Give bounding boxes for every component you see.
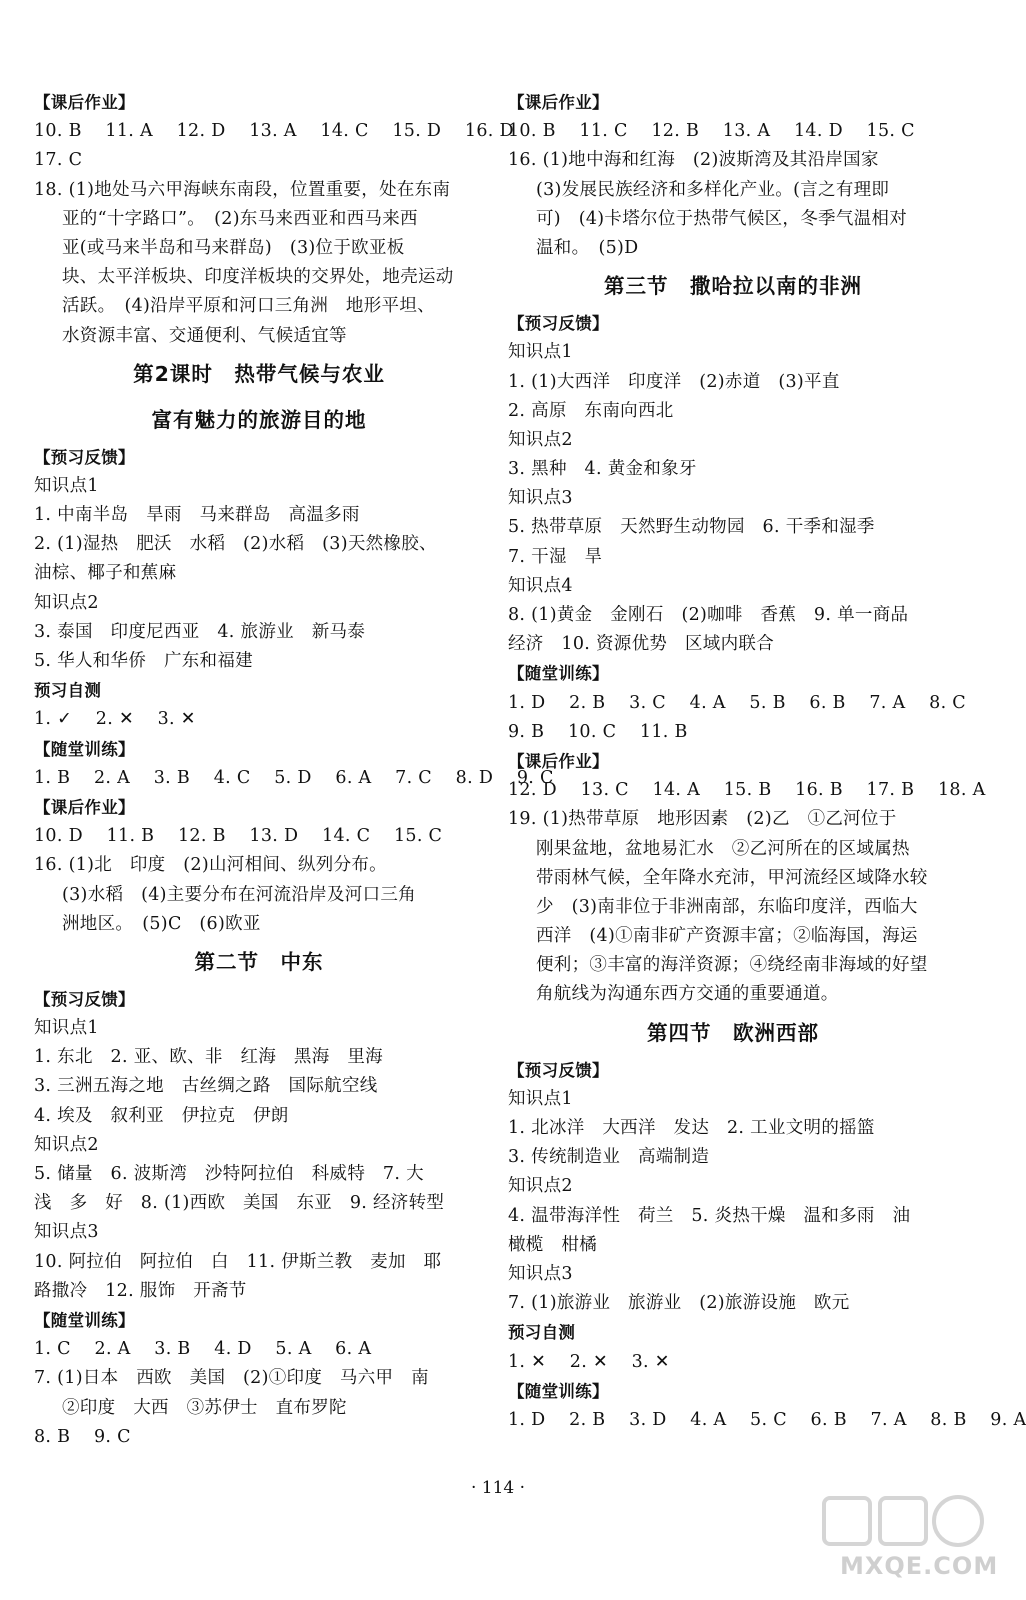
answer-line: 知识点3 xyxy=(508,488,573,509)
answer-line-continued: ②印度 大西 ③苏伊士 直布罗陀 xyxy=(62,1397,347,1418)
answer-line: 知识点2 xyxy=(34,592,99,613)
answer-line-continued: 便利；③丰富的海洋资源；④绕经南非海域的好望 xyxy=(536,955,928,976)
section-label: 【课后作业】 xyxy=(508,751,609,771)
answer-line-continued: 活跃。 (4)沿岸平原和河口三角洲 地形平坦、 xyxy=(62,296,435,317)
watermark-text: MXQE.COM xyxy=(840,1552,999,1580)
answer-line-continued: 洲地区。 (5)C (6)欧亚 xyxy=(62,913,261,934)
answer-line: 3. 传统制造业 高端制造 xyxy=(508,1147,710,1168)
answer-line: 19. (1)热带草原 地形因素 (2)乙 ①乙河位于 xyxy=(508,809,897,830)
answer-line: 9. B 10. C 11. B xyxy=(508,721,688,742)
section-label: 【预习反馈】 xyxy=(508,1060,609,1080)
answer-line: 10. B 11. A 12. D 13. A 14. C 15. D 16. D xyxy=(34,121,514,142)
section-label: 【课后作业】 xyxy=(508,93,609,112)
section-title: 富有魅力的旅游目的地 xyxy=(151,407,367,432)
section-label: 预习自测 xyxy=(34,681,102,701)
answer-line: 知识点2 xyxy=(508,429,573,450)
answer-line: 知识点3 xyxy=(508,1263,573,1284)
answer-line: 经济 10. 资源优势 区域内联合 xyxy=(508,634,774,655)
answer-line: 3. 三洲五海之地 古丝绸之路 国际航空线 xyxy=(34,1076,378,1097)
section-label: 预习自测 xyxy=(508,1323,576,1343)
answer-line: 18. (1)地处马六甲海峡东南段，位置重要，处在东南 xyxy=(34,179,451,200)
answer-line-continued: 带雨林气候，全年降水充沛，甲河流经区域降水较 xyxy=(536,867,928,888)
answer-line: 1. ✓ 2. ✕ 3. ✕ xyxy=(34,709,196,730)
section-label: 【预习反馈】 xyxy=(34,989,135,1009)
answer-line: 1. ✕ 2. ✕ 3. ✕ xyxy=(508,1351,670,1372)
answer-line: 5. 储量 6. 波斯湾 沙特阿拉伯 科威特 7. 大 xyxy=(34,1164,424,1184)
answer-line: 8. (1)黄金 金刚石 (2)咖啡 香蕉 9. 单一商品 xyxy=(508,605,909,625)
answer-line: 知识点2 xyxy=(34,1134,99,1155)
section-label: 【随堂训练】 xyxy=(34,739,135,759)
answer-line: 知识点1 xyxy=(34,1018,99,1039)
answer-line: 知识点2 xyxy=(508,1176,573,1197)
answer-line: 知识点1 xyxy=(508,1088,573,1109)
answer-line: 3. 泰国 印度尼西亚 4. 旅游业 新马泰 xyxy=(34,621,366,642)
answer-line: 10. 阿拉伯 阿拉伯 白 11. 伊斯兰教 麦加 耶 xyxy=(34,1251,442,1272)
answer-line-continued: 块、太平洋板块、印度洋板块的交界处，地壳运动 xyxy=(62,267,454,288)
answer-line: 10. D 11. B 12. B 13. D 14. C 15. C xyxy=(34,826,443,847)
section-label: 【随堂训练】 xyxy=(508,664,609,684)
answer-line-continued: 温和。 (5)D xyxy=(536,237,639,258)
answer-line: 路撒冷 12. 服饰 开斋节 xyxy=(34,1280,247,1301)
section-title: 第二节 中东 xyxy=(194,949,324,974)
answer-line: 1. D 2. B 3. D 4. A 5. C 6. B 7. A 8. B 9. A xyxy=(508,1409,1026,1430)
answer-line: 7. (1)日本 西欧 美国 (2)①印度 马六甲 南 xyxy=(34,1368,429,1389)
answer-line: 1. D 2. B 3. C 4. A 5. B 6. B 7. A 8. C xyxy=(508,692,966,713)
answer-line-continued: 亚的“十字路口”。 (2)东马来西亚和西马来西 xyxy=(62,208,418,229)
answer-line: 4. 埃及 叙利亚 伊拉克 伊朗 xyxy=(34,1105,289,1126)
answer-line: 1. C 2. A 3. B 4. D 5. A 6. A xyxy=(34,1339,372,1360)
answer-line: 浅 多 好 8. (1)西欧 美国 东亚 9. 经济转型 xyxy=(34,1193,445,1214)
answer-line: 17. C xyxy=(34,150,83,171)
section-title: 第四节 欧洲西部 xyxy=(647,1020,819,1045)
section-label: 【课后作业】 xyxy=(34,93,135,112)
watermark-icon xyxy=(820,1490,990,1550)
answer-line: 16. (1)北 印度 (2)山河相间、纵列分布。 xyxy=(34,855,387,876)
answer-line: 油棕、椰子和蕉麻 xyxy=(34,563,177,584)
answer-line: 橄榄 柑橘 xyxy=(508,1234,597,1255)
answer-line-continued: (3)水稻 (4)主要分布在河流沿岸及河口三角 xyxy=(62,884,416,905)
answer-line: 7. 干湿 旱 xyxy=(508,546,603,567)
answer-line: 1. 北冰洋 大西洋 发达 2. 工业文明的摇篮 xyxy=(508,1118,875,1138)
section-title: 第三节 撒哈拉以南的非洲 xyxy=(604,274,862,299)
section-title: 第2课时 热带气候与农业 xyxy=(133,361,385,386)
answer-line: 10. B 11. C 12. B 13. A 14. D 15. C xyxy=(508,121,915,142)
watermark-logo xyxy=(820,1490,999,1590)
right-column xyxy=(508,88,1026,1435)
answer-line: 7. (1)旅游业 旅游业 (2)旅游设施 欧元 xyxy=(508,1293,850,1314)
answer-line: 16. (1)地中海和红海 (2)波斯湾及其沿岸国家 xyxy=(508,150,879,171)
answer-line: 3. 黑种 4. 黄金和象牙 xyxy=(508,459,697,480)
answer-line-continued: (3)发展民族经济和多样化产业。(言之有理即 xyxy=(536,179,890,200)
answer-line: 知识点1 xyxy=(508,342,573,363)
section-label: 【随堂训练】 xyxy=(508,1381,609,1401)
answer-line: 2. (1)湿热 肥沃 水稻 (2)水稻 (3)天然橡胶、 xyxy=(34,534,437,555)
answer-line: 12. D 13. C 14. A 15. B 16. B 17. B 18. A xyxy=(508,780,986,801)
answer-line: 1. (1)大西洋 印度洋 (2)赤道 (3)平直 xyxy=(508,371,840,392)
answer-line: 1. 东北 2. 亚、欧、非 红海 黑海 里海 xyxy=(34,1047,383,1068)
answer-line-continued: 刚果盆地，盆地易汇水 ②乙河所在的区域属热 xyxy=(536,838,910,859)
answer-line-continued: 少 (3)南非位于非洲南部，东临印度洋，西临大 xyxy=(536,896,918,917)
answer-line: 5. 热带草原 天然野生动物园 6. 干季和湿季 xyxy=(508,517,875,538)
answer-line-continued: 亚(或马来半岛和马来群岛) (3)位于欧亚板 xyxy=(62,237,405,258)
answer-line: 1. B 2. A 3. B 4. C 5. D 6. A 7. C 8. D 9. C xyxy=(34,767,554,788)
section-label: 【预习反馈】 xyxy=(508,314,609,334)
answer-line: 5. 华人和华侨 广东和福建 xyxy=(34,651,253,671)
answer-line: 知识点3 xyxy=(34,1222,99,1243)
answer-line-continued: 可) (4)卡塔尔位于热带气候区，冬季气温相对 xyxy=(536,208,908,229)
answer-line: 4. 温带海洋性 荷兰 5. 炎热干燥 温和多雨 油 xyxy=(508,1205,911,1226)
section-label: 【随堂训练】 xyxy=(34,1310,135,1330)
answer-line: 2. 高原 东南向西北 xyxy=(508,400,674,421)
page-number: · 114 · xyxy=(470,1478,526,1498)
answer-line: 1. 中南半岛 旱雨 马来群岛 高温多雨 xyxy=(34,505,360,526)
answer-line-continued: 角航线为沟通东西方交通的重要通道。 xyxy=(536,984,839,1005)
section-label: 【课后作业】 xyxy=(34,797,135,817)
answer-line: 知识点4 xyxy=(508,575,573,596)
answer-line-continued: 水资源丰富、交通便利、气候适宜等 xyxy=(62,325,347,346)
section-label: 【预习反馈】 xyxy=(34,447,135,467)
answer-line: 8. B 9. C xyxy=(34,1426,131,1447)
answer-line: 知识点1 xyxy=(34,475,99,496)
answer-line-continued: 西洋 (4)①南非矿产资源丰富；②临海国，海运 xyxy=(536,926,918,947)
